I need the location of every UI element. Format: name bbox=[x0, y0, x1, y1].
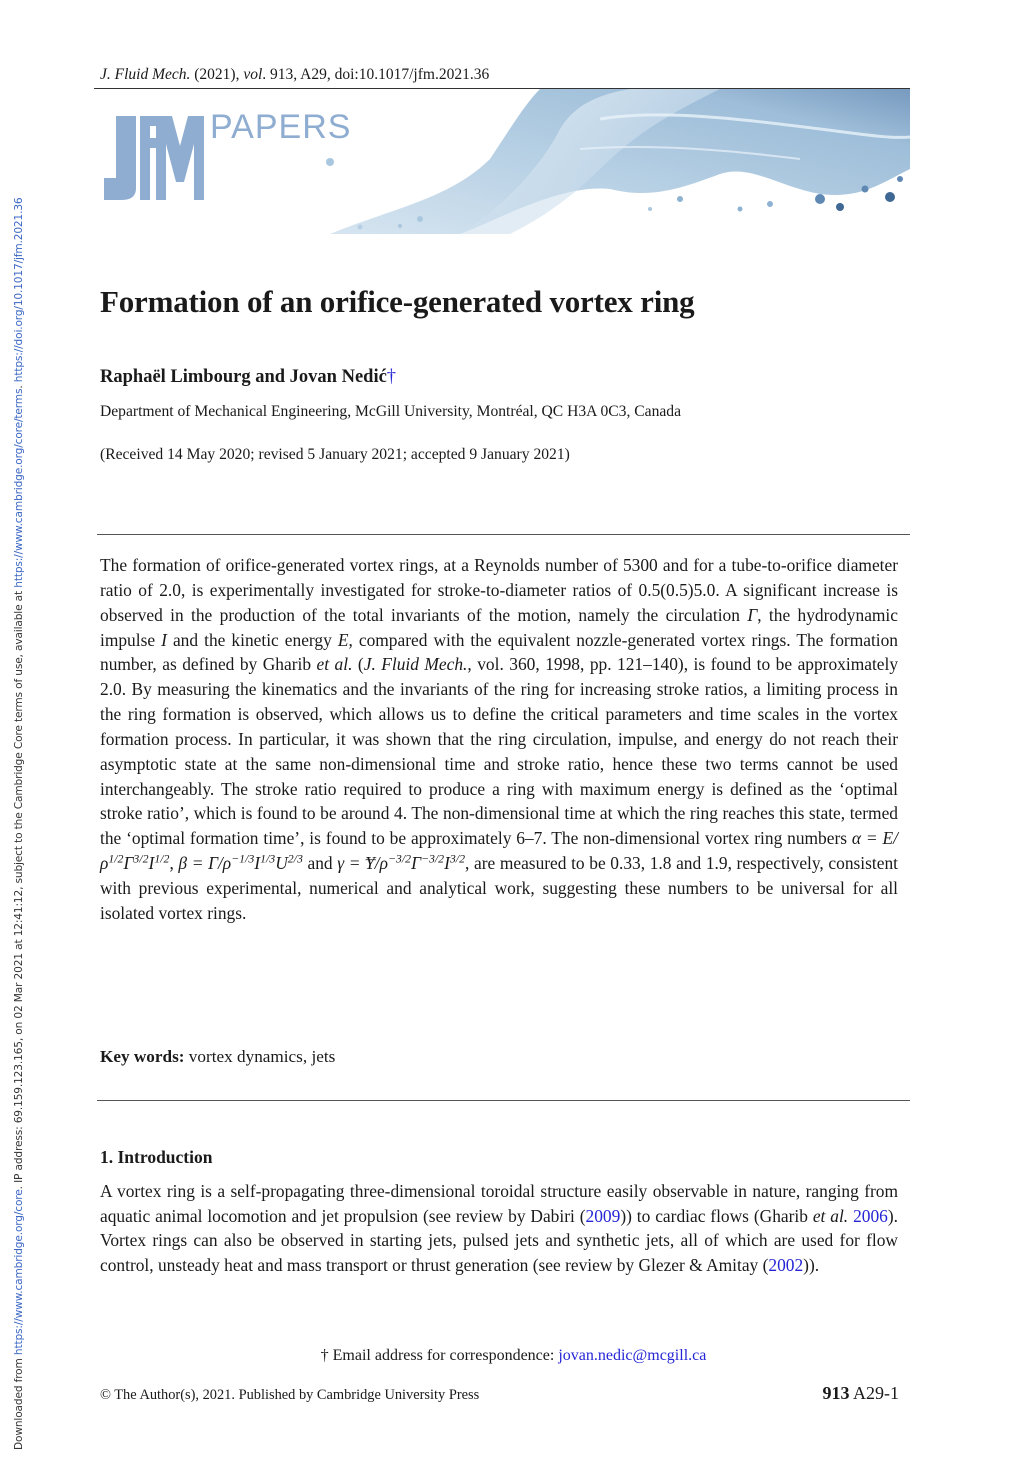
cambridge-core-link[interactable]: https://www.cambridge.org/core bbox=[13, 1189, 25, 1356]
citation-link-glezer[interactable]: 2002 bbox=[768, 1254, 804, 1275]
abstract bbox=[100, 553, 898, 926]
author-list: Raphaël Limbourg and Jovan Nedić† bbox=[100, 367, 397, 387]
section-heading-introduction: 1. Introduction bbox=[100, 1147, 213, 1167]
gamma-equation: $\gamma = Ɏ/\rho^{-3/2}\Gamma^{-3/2}I^{3/2}$ bbox=[337, 851, 465, 874]
keywords: Key words: vortex dynamics, jets bbox=[100, 1047, 336, 1066]
introduction-text: A vortex ring is a self-propagating three-dimensional toroidal structure easily observable in nature, ranging from aquatic animal locomotion and jet propulsion (see review by Dabiri (2009)) to cardiac flows (Gharib et al. 2006). Vortex rings can also be observed in starting jets, pulsed jets and synthetic jets, all of which are used for flow control, unsteady heat and mass transport or thrust generation (see review by Glezer & Amitay (2002)). bbox=[100, 1181, 898, 1275]
abstract-bottom-rule bbox=[97, 1100, 910, 1101]
download-info-text: Downloaded from https://www.cambridge.org/core. IP address: 69.159.123.165, on 02 Mar 2021 at 12:41:12, subject to the Cambridge Core terms of use, available at https://www.cambridge.org/core/terms. https://doi.org/10.1017/jfm.2021.36 bbox=[13, 197, 25, 1450]
papers-label: PAPERS bbox=[210, 108, 352, 146]
water-splash-image bbox=[300, 89, 910, 234]
abstract-top-rule bbox=[97, 534, 910, 535]
email-link[interactable]: jovan.nedic@mcgill.ca bbox=[558, 1347, 707, 1364]
download-info-banner bbox=[0, 0, 24, 1458]
author-affiliation: Department of Mechanical Engineering, McGill University, Montréal, QC H3A 0C3, Canada bbox=[100, 403, 682, 420]
alpha-equation: $\alpha = E/\rho^{1/2}\Gamma^{3/2}I^{1/2}$ bbox=[100, 828, 898, 874]
correspondence-footnote: † Email address for correspondence: jovan.nedic@mcgill.ca bbox=[320, 1347, 707, 1364]
journal-citation: J. Fluid Mech. (2021), vol. 913, A29, doi:10.1017/jfm.2021.36 bbox=[100, 66, 490, 83]
jfm-logo bbox=[100, 112, 210, 202]
terms-link[interactable]: https://www.cambridge.org/core/terms bbox=[13, 388, 25, 588]
abstract-text: The formation of orifice-generated vortex rings, at a Reynolds number of 5300 and for a tube-to-orifice diameter ratio of 2.0, is experimentally investigated for stroke-to-diameter ratios of 0.5(0.5)5.0. A significant increase is observed in the production of the total invariants of the motion, namely the circulation Γ, the hydrodynamic impulse I and the kinetic energy E, compared with the equivalent nozzle-generated vortex rings. The formation number, as defined by Gharib et al. (J. Fluid Mech., vol. 360, 1998, pp. 121–140), is found to be approximately 2.0. By measuring the kinematics and the invariants of the ring for increasing stroke ratios, a limiting process in the ring formation is observed, which allows us to define the critical parameters and time scales in the vortex formation process. In particular, it was shown that the ring circulation, impulse, and energy do not reach their asymptotic state at the same non-dimensional time and stroke ratio, hence these two terms cannot be used interchangeably. The stroke ratio required to produce a ring with maximum energy is defined as the ‘optimal stroke ratio’, which is found to be around 4. The non-dimensional time at which the ring reaches this state, termed the ‘optimal formation time’, is found to be approximately 6–7. The non-dimensional vortex ring numbers $\alpha = E/\rho^{1/2}\Gamma^{3/2}I^{1/2}$, $\beta = \Gamma/\rho^{-1/3}I^{1/3}U^{2/3}$ and $\gamma = Ɏ/\rho^{-3/2}\Gamma^{-3/2}I^{3/2}$, are measured to be 0.33, 1.8 and 1.9, respectively, consistent with previous experimental, numerical and analytical work, suggesting these numbers to be universal for all isolated vortex rings. bbox=[100, 555, 899, 923]
citation-link-gharib[interactable]: 2006 bbox=[853, 1205, 888, 1226]
correspondence-footnote-link[interactable]: † bbox=[386, 367, 397, 387]
received-dates: (Received 14 May 2020; revised 5 January 2021; accepted 9 January 2021) bbox=[100, 446, 570, 463]
citation-link-dabiri[interactable]: 2009 bbox=[585, 1205, 621, 1226]
page-number: 913 A29-1 bbox=[822, 1383, 899, 1403]
copyright-notice: © The Author(s), 2021. Published by Cambridge University Press bbox=[100, 1387, 480, 1403]
doi-link[interactable]: https://doi.org/10.1017/jfm.2021.36 bbox=[13, 197, 25, 383]
beta-equation: $\beta = \Gamma/\rho^{-1/3}I^{1/3}U^{2/3}$ bbox=[178, 851, 303, 874]
article-title: Formation of an orifice-generated vortex ring bbox=[100, 284, 695, 319]
